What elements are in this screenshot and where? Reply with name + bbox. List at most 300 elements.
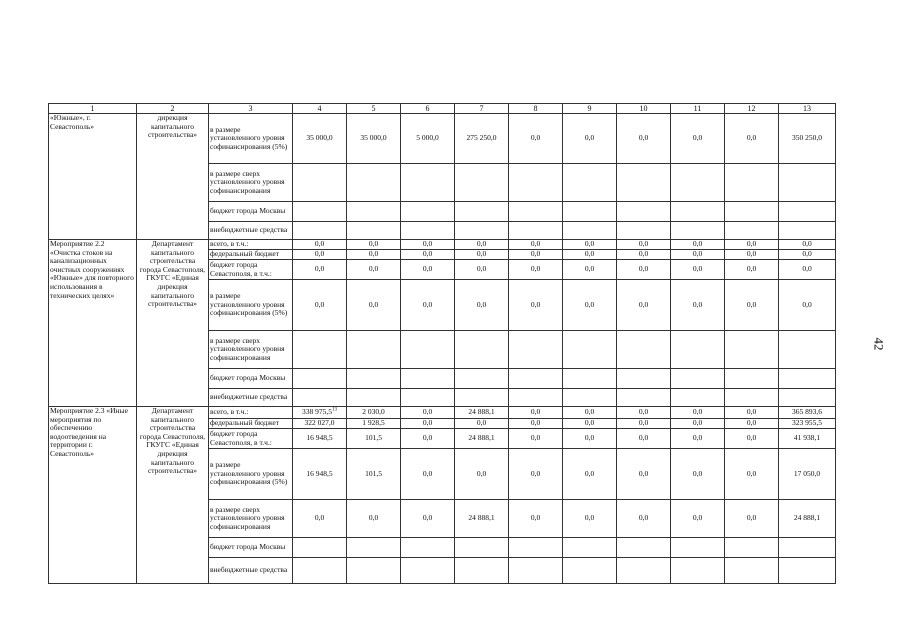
value-text: 5 000,0 xyxy=(416,133,439,143)
value-text: 16 948,5 xyxy=(306,468,333,478)
value-text: 0,0 xyxy=(746,264,757,274)
value-cell xyxy=(617,240,671,250)
value-text: 24 888,1 xyxy=(468,407,495,417)
value-cell xyxy=(617,419,671,429)
column-number: 13 xyxy=(779,104,836,114)
funding-source-label: всего, в т.ч.: xyxy=(209,407,293,419)
value-text: 0,0 xyxy=(692,513,703,523)
value-cell xyxy=(779,250,836,260)
value-cell xyxy=(401,407,455,419)
value-cell xyxy=(725,250,779,260)
value-cell xyxy=(347,419,401,429)
executor: Департамент капитального строительства города Севастополя, ГКУГС «Единая дирекция капитального строительства» xyxy=(137,240,209,407)
value-cell xyxy=(725,114,779,164)
value-cell xyxy=(617,250,671,260)
value-cell xyxy=(509,202,563,222)
value-cell xyxy=(563,202,617,222)
value-cell xyxy=(617,202,671,222)
value-cell xyxy=(455,260,509,280)
value-text: 0,0 xyxy=(476,418,487,428)
value-cell xyxy=(617,429,671,449)
value-cell xyxy=(725,429,779,449)
value-text: 1 928,5 xyxy=(362,418,385,428)
value-cell xyxy=(779,222,836,240)
value-cell xyxy=(401,114,455,164)
value-cell xyxy=(617,449,671,500)
value-text: 0,0 xyxy=(422,433,433,443)
funding-source-label: внебюджетные средства xyxy=(209,558,293,584)
value-text: 0,0 xyxy=(638,249,649,259)
value-cell xyxy=(401,250,455,260)
funding-source-label: бюджет города Севастополя, в т.ч.: xyxy=(209,429,293,449)
value-cell xyxy=(671,538,725,558)
value-cell xyxy=(347,369,401,389)
value-text: 0,0 xyxy=(530,299,541,309)
value-text: 101,5 xyxy=(365,433,382,443)
measure-name: Мероприятие 2.3 «Иные мероприятия по обеспечению водоотведения на территории г. Севастополь» xyxy=(49,407,137,584)
funding-source-label: в размере сверх установленного уровня софинансирования xyxy=(209,331,293,369)
column-number: 1 xyxy=(49,104,137,114)
value-cell xyxy=(401,429,455,449)
column-number: 10 xyxy=(617,104,671,114)
value-text: 101,5 xyxy=(365,468,382,478)
value-text: 0,0 xyxy=(638,264,649,274)
value-text: 0,0 xyxy=(584,433,595,443)
value-cell xyxy=(671,407,725,419)
value-text: 0,0 xyxy=(584,133,595,143)
value-cell xyxy=(509,449,563,500)
value-cell xyxy=(617,331,671,369)
value-cell xyxy=(671,222,725,240)
value-text: 350 250,0 xyxy=(792,133,822,143)
value-text: 0,0 xyxy=(314,513,325,523)
value-text: 35 000,0 xyxy=(306,133,333,143)
budget-table-sheet xyxy=(48,103,836,584)
value-cell xyxy=(293,369,347,389)
value-text: 0,0 xyxy=(368,513,379,523)
value-cell xyxy=(563,369,617,389)
footnote-mark: 13 xyxy=(332,407,337,413)
value-text: 0,0 xyxy=(476,264,487,274)
value-cell xyxy=(617,500,671,538)
value-cell xyxy=(509,250,563,260)
value-text: 0,0 xyxy=(692,433,703,443)
value-cell xyxy=(725,419,779,429)
value-cell xyxy=(509,429,563,449)
funding-source-label: в размере установленного уровня софинансирования (5%) xyxy=(209,449,293,500)
value-cell xyxy=(293,500,347,538)
funding-source-label: бюджет города Москвы xyxy=(209,369,293,389)
value-cell xyxy=(725,280,779,331)
value-cell xyxy=(725,164,779,202)
value-cell xyxy=(455,389,509,407)
value-cell xyxy=(671,114,725,164)
value-cell xyxy=(563,419,617,429)
value-text: 0,0 xyxy=(422,513,433,523)
value-text: 365 893,6 xyxy=(792,407,822,417)
value-text: 0,0 xyxy=(746,407,757,417)
value-text: 0,0 xyxy=(746,299,757,309)
value-cell xyxy=(401,240,455,250)
value-cell xyxy=(347,500,401,538)
value-cell xyxy=(779,202,836,222)
value-cell xyxy=(347,240,401,250)
value-cell xyxy=(779,369,836,389)
value-cell xyxy=(293,222,347,240)
value-cell xyxy=(725,331,779,369)
value-cell xyxy=(725,260,779,280)
value-text: 0,0 xyxy=(692,133,703,143)
value-text: 0,0 xyxy=(746,239,757,249)
value-cell xyxy=(617,164,671,202)
value-cell xyxy=(563,114,617,164)
value-cell xyxy=(293,429,347,449)
value-text: 0,0 xyxy=(314,249,325,259)
value-cell xyxy=(293,280,347,331)
value-cell xyxy=(347,449,401,500)
value-cell xyxy=(671,250,725,260)
value-text: 35 000,0 xyxy=(360,133,387,143)
value-text: 0,0 xyxy=(638,468,649,478)
value-text: 0,0 xyxy=(368,299,379,309)
value-cell xyxy=(347,164,401,202)
value-cell xyxy=(455,558,509,584)
value-text: 0,0 xyxy=(746,133,757,143)
value-text: 0,0 xyxy=(584,513,595,523)
funding-source-label: внебюджетные средства xyxy=(209,389,293,407)
value-cell xyxy=(347,202,401,222)
value-cell xyxy=(509,240,563,250)
funding-source-label: федеральный бюджет xyxy=(209,250,293,260)
value-cell xyxy=(455,500,509,538)
value-cell xyxy=(563,331,617,369)
value-cell xyxy=(725,538,779,558)
value-text: 0,0 xyxy=(802,249,812,259)
value-text: 0,0 xyxy=(422,249,433,259)
value-text: 0,0 xyxy=(638,299,649,309)
funding-source-label: в размере установленного уровня софинансирования (5%) xyxy=(209,280,293,331)
value-cell xyxy=(293,202,347,222)
value-text: 24 888,1 xyxy=(468,433,495,443)
value-text: 0,0 xyxy=(530,133,541,143)
executor: Департамент капитального строительства города Севастополя, ГКУГС «Единая дирекция капитального строительства» xyxy=(137,407,209,584)
value-text: 0,0 xyxy=(746,418,757,428)
column-number: 2 xyxy=(137,104,209,114)
column-number: 8 xyxy=(509,104,563,114)
value-cell xyxy=(671,331,725,369)
value-cell xyxy=(293,164,347,202)
value-cell xyxy=(509,389,563,407)
value-cell xyxy=(779,389,836,407)
measure-name: «Южные», г. Севастополь» xyxy=(49,114,137,240)
value-cell xyxy=(563,240,617,250)
value-cell xyxy=(779,260,836,280)
value-text: 0,0 xyxy=(368,239,379,249)
value-cell xyxy=(347,250,401,260)
value-cell xyxy=(293,389,347,407)
value-text: 0,0 xyxy=(692,407,703,417)
value-cell xyxy=(671,260,725,280)
funding-source-label: всего, в т.ч.: xyxy=(209,240,293,250)
value-cell xyxy=(725,222,779,240)
value-text: 0,0 xyxy=(422,407,433,417)
value-text: 0,0 xyxy=(638,407,649,417)
value-text: 0,0 xyxy=(584,239,595,249)
value-text: 0,0 xyxy=(584,264,595,274)
value-cell xyxy=(563,222,617,240)
value-cell xyxy=(617,369,671,389)
value-cell xyxy=(293,250,347,260)
value-text: 0,0 xyxy=(476,249,487,259)
value-cell xyxy=(401,558,455,584)
value-text: 0,0 xyxy=(314,264,325,274)
value-cell xyxy=(671,558,725,584)
value-text: 0,0 xyxy=(530,513,541,523)
value-cell xyxy=(671,280,725,331)
value-cell xyxy=(347,538,401,558)
value-cell xyxy=(509,164,563,202)
funding-source-label: федеральный бюджет xyxy=(209,419,293,429)
column-number: 12 xyxy=(725,104,779,114)
value-cell xyxy=(347,280,401,331)
column-number-row xyxy=(49,104,836,114)
value-text: 0,0 xyxy=(530,418,541,428)
value-cell xyxy=(779,449,836,500)
value-text: 0,0 xyxy=(584,299,595,309)
funding-source-label: в размере сверх установленного уровня софинансирования xyxy=(209,164,293,202)
value-cell xyxy=(455,449,509,500)
value-cell xyxy=(401,500,455,538)
value-cell xyxy=(779,114,836,164)
value-cell xyxy=(347,558,401,584)
value-text: 0,0 xyxy=(692,249,703,259)
value-cell xyxy=(563,500,617,538)
column-number: 4 xyxy=(293,104,347,114)
value-cell xyxy=(779,240,836,250)
value-text: 0,0 xyxy=(692,264,703,274)
value-cell xyxy=(347,260,401,280)
value-text: 16 948,5 xyxy=(306,433,333,443)
value-text: 0,0 xyxy=(476,468,487,478)
value-cell xyxy=(401,202,455,222)
value-text: 0,0 xyxy=(746,433,757,443)
value-cell xyxy=(509,331,563,369)
column-number: 11 xyxy=(671,104,725,114)
value-cell xyxy=(617,260,671,280)
value-cell xyxy=(293,407,347,419)
value-cell xyxy=(293,240,347,250)
value-cell xyxy=(671,389,725,407)
value-cell xyxy=(401,419,455,429)
value-text: 24 888,1 xyxy=(468,513,495,523)
value-text: 24 888,1 xyxy=(793,513,821,523)
value-text: 0,0 xyxy=(530,264,541,274)
column-number: 5 xyxy=(347,104,401,114)
value-cell xyxy=(347,114,401,164)
value-cell xyxy=(671,202,725,222)
value-cell xyxy=(293,331,347,369)
column-number: 6 xyxy=(401,104,455,114)
value-cell xyxy=(509,558,563,584)
value-cell xyxy=(671,500,725,538)
column-number: 3 xyxy=(209,104,293,114)
value-text: 323 955,5 xyxy=(792,418,822,428)
value-cell xyxy=(563,429,617,449)
value-cell xyxy=(293,114,347,164)
value-text: 0,0 xyxy=(802,264,812,274)
value-text: 0,0 xyxy=(802,299,812,309)
value-cell xyxy=(401,164,455,202)
budget-table xyxy=(48,103,836,584)
value-text: 0,0 xyxy=(692,418,703,428)
value-cell xyxy=(563,407,617,419)
value-text: 0,0 xyxy=(638,133,649,143)
value-cell xyxy=(293,449,347,500)
value-cell xyxy=(401,260,455,280)
value-text: 0,0 xyxy=(476,239,487,249)
value-cell xyxy=(401,280,455,331)
value-cell xyxy=(725,500,779,538)
value-cell xyxy=(725,202,779,222)
value-text: 0,0 xyxy=(584,468,595,478)
value-cell xyxy=(617,114,671,164)
value-cell xyxy=(617,280,671,331)
value-cell xyxy=(563,280,617,331)
value-cell xyxy=(779,280,836,331)
value-cell xyxy=(563,558,617,584)
value-cell xyxy=(779,419,836,429)
funding-source-label: в размере установленного уровня софинансирования (5%) xyxy=(209,114,293,164)
value-cell xyxy=(725,407,779,419)
value-text: 0,0 xyxy=(530,407,541,417)
value-cell xyxy=(509,369,563,389)
value-cell xyxy=(617,558,671,584)
value-cell xyxy=(455,419,509,429)
value-cell xyxy=(293,538,347,558)
value-text: 0,0 xyxy=(530,433,541,443)
value-cell xyxy=(347,331,401,369)
value-cell xyxy=(671,240,725,250)
value-cell xyxy=(347,389,401,407)
value-cell xyxy=(347,429,401,449)
value-text: 0,0 xyxy=(692,299,703,309)
value-cell xyxy=(509,260,563,280)
table-row xyxy=(49,114,836,164)
value-text: 0,0 xyxy=(802,239,812,249)
value-cell xyxy=(671,164,725,202)
value-cell xyxy=(401,449,455,500)
value-text: 0,0 xyxy=(422,468,433,478)
value-text: 0,0 xyxy=(314,239,325,249)
value-text: 0,0 xyxy=(638,433,649,443)
value-cell xyxy=(401,538,455,558)
value-cell xyxy=(725,389,779,407)
value-cell xyxy=(401,222,455,240)
value-cell xyxy=(779,164,836,202)
value-cell xyxy=(725,240,779,250)
value-cell xyxy=(293,419,347,429)
measure-name: Мероприятие 2.2 «Очистка стоков на канализационных очистных сооружениях «Южные» для повторного использования в технических целях» xyxy=(49,240,137,407)
value-text: 0,0 xyxy=(530,468,541,478)
value-cell xyxy=(347,222,401,240)
value-text: 0,0 xyxy=(746,249,757,259)
value-cell xyxy=(455,202,509,222)
funding-source-label: в размере сверх установленного уровня софинансирования xyxy=(209,500,293,538)
value-cell xyxy=(455,407,509,419)
value-cell xyxy=(617,407,671,419)
value-text: 338 975,5 xyxy=(302,407,332,417)
value-cell xyxy=(455,429,509,449)
table-row xyxy=(49,407,836,419)
value-cell xyxy=(401,389,455,407)
value-cell xyxy=(563,250,617,260)
value-cell xyxy=(725,449,779,500)
value-cell xyxy=(455,280,509,331)
value-text: 0,0 xyxy=(746,513,757,523)
value-text: 0,0 xyxy=(422,239,433,249)
value-cell xyxy=(509,538,563,558)
value-text: 0,0 xyxy=(422,264,433,274)
value-cell xyxy=(779,558,836,584)
value-cell xyxy=(617,389,671,407)
funding-source-label: бюджет города Москвы xyxy=(209,202,293,222)
value-text: 0,0 xyxy=(530,249,541,259)
value-text: 0,0 xyxy=(638,239,649,249)
value-cell xyxy=(725,558,779,584)
value-text: 0,0 xyxy=(638,418,649,428)
value-cell xyxy=(779,331,836,369)
value-cell xyxy=(671,369,725,389)
value-cell xyxy=(455,114,509,164)
value-text: 0,0 xyxy=(584,249,595,259)
value-text: 2 030,0 xyxy=(362,407,385,417)
value-text: 0,0 xyxy=(422,418,433,428)
value-cell xyxy=(563,164,617,202)
value-cell xyxy=(563,538,617,558)
value-text: 275 250,0 xyxy=(466,133,497,143)
value-cell xyxy=(563,260,617,280)
column-number: 9 xyxy=(563,104,617,114)
value-text: 0,0 xyxy=(584,418,595,428)
value-cell xyxy=(455,369,509,389)
value-text: 41 938,1 xyxy=(793,433,821,443)
value-cell xyxy=(509,280,563,331)
value-cell xyxy=(509,500,563,538)
funding-source-label: внебюджетные средства xyxy=(209,222,293,240)
value-cell xyxy=(455,164,509,202)
value-cell xyxy=(455,222,509,240)
value-cell xyxy=(455,331,509,369)
value-cell xyxy=(671,449,725,500)
value-cell xyxy=(563,449,617,500)
column-number: 7 xyxy=(455,104,509,114)
funding-source-label: бюджет города Москвы xyxy=(209,538,293,558)
value-cell xyxy=(671,429,725,449)
value-cell xyxy=(779,407,836,419)
value-text: 0,0 xyxy=(476,299,487,309)
value-cell xyxy=(401,331,455,369)
value-cell xyxy=(509,407,563,419)
value-text: 0,0 xyxy=(422,299,433,309)
value-text: 0,0 xyxy=(584,407,595,417)
value-text: 0,0 xyxy=(368,249,379,259)
value-text: 0,0 xyxy=(746,468,757,478)
value-text: 17 050,0 xyxy=(793,468,821,478)
value-cell xyxy=(779,538,836,558)
value-text: 0,0 xyxy=(530,239,541,249)
value-cell xyxy=(509,114,563,164)
value-cell xyxy=(617,222,671,240)
